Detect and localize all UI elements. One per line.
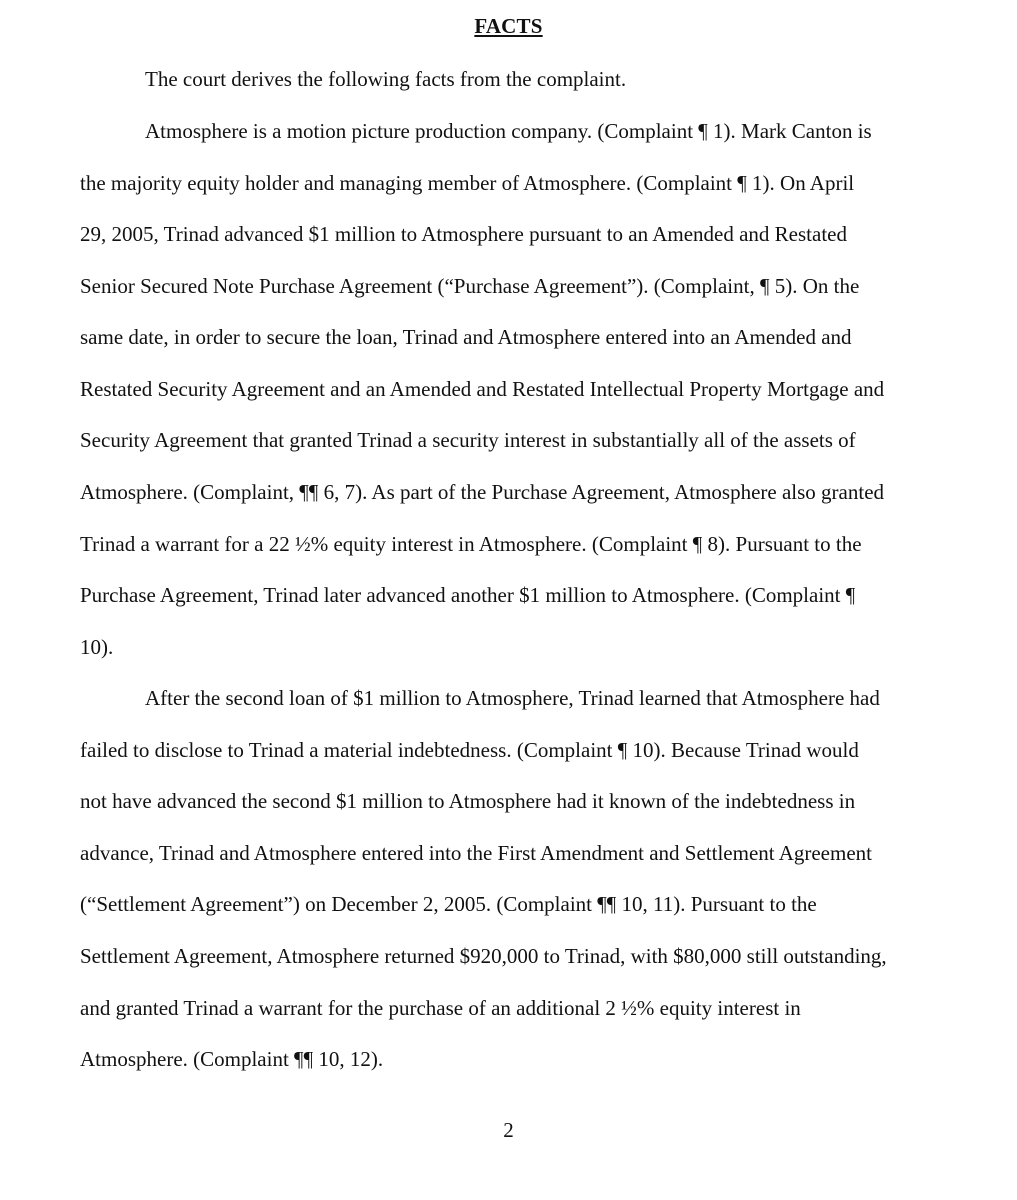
text-line-12: 10). — [80, 635, 114, 659]
text-line-16: advance, Trinad and Atmosphere entered into the First Amendment and Settlement Agreement — [80, 841, 872, 865]
text-line-15: not have advanced the second $1 million to Atmosphere had it known of the indebtedness in — [80, 789, 856, 813]
text-line-10: Trinad a warrant for a 22 ½% equity interest in Atmosphere. (Complaint ¶ 8). Pursuant to the — [80, 532, 862, 556]
text-line-1: The court derives the following facts from the complaint. — [145, 67, 627, 91]
text-line-7: Restated Security Agreement and an Amended and Restated Intellectual Property Mortgage and — [80, 377, 885, 401]
text-line-3: the majority equity holder and managing member of Atmosphere. (Complaint ¶ 1). On April — [80, 171, 855, 195]
text-line-11: Purchase Agreement, Trinad later advanced another $1 million to Atmosphere. (Complaint ¶ — [80, 583, 856, 607]
text-line-9: Atmosphere. (Complaint, ¶¶ 6, 7). As part of the Purchase Agreement, Atmosphere also granted — [80, 480, 885, 504]
text-line-14: failed to disclose to Trinad a material indebtedness. (Complaint ¶ 10). Because Trinad would — [80, 738, 859, 762]
text-line-2: Atmosphere is a motion picture production company. (Complaint ¶ 1). Mark Canton is — [145, 119, 872, 143]
text-line-17: (“Settlement Agreement”) on December 2, 2005. (Complaint ¶¶ 10, 11). Pursuant to the — [80, 892, 817, 916]
text-line-5: Senior Secured Note Purchase Agreement (“Purchase Agreement”). (Complaint, ¶ 5). On the — [80, 274, 860, 298]
text-line-13: After the second loan of $1 million to Atmosphere, Trinad learned that Atmosphere had — [145, 686, 880, 710]
page-number: 2 — [503, 1118, 514, 1142]
text-line-19: and granted Trinad a warrant for the purchase of an additional 2 ½% equity interest in — [80, 996, 801, 1020]
text-line-6: same date, in order to secure the loan, Trinad and Atmosphere entered into an Amended and — [80, 325, 852, 349]
text-line-8: Security Agreement that granted Trinad a security interest in substantially all of the assets of — [80, 428, 856, 452]
section-heading: FACTS — [474, 14, 543, 38]
text-line-4: 29, 2005, Trinad advanced $1 million to Atmosphere pursuant to an Amended and Restated — [80, 222, 847, 246]
text-line-20: Atmosphere. (Complaint ¶¶ 10, 12). — [80, 1047, 384, 1071]
text-line-18: Settlement Agreement, Atmosphere returned $920,000 to Trinad, with $80,000 still outstanding, — [80, 944, 887, 968]
